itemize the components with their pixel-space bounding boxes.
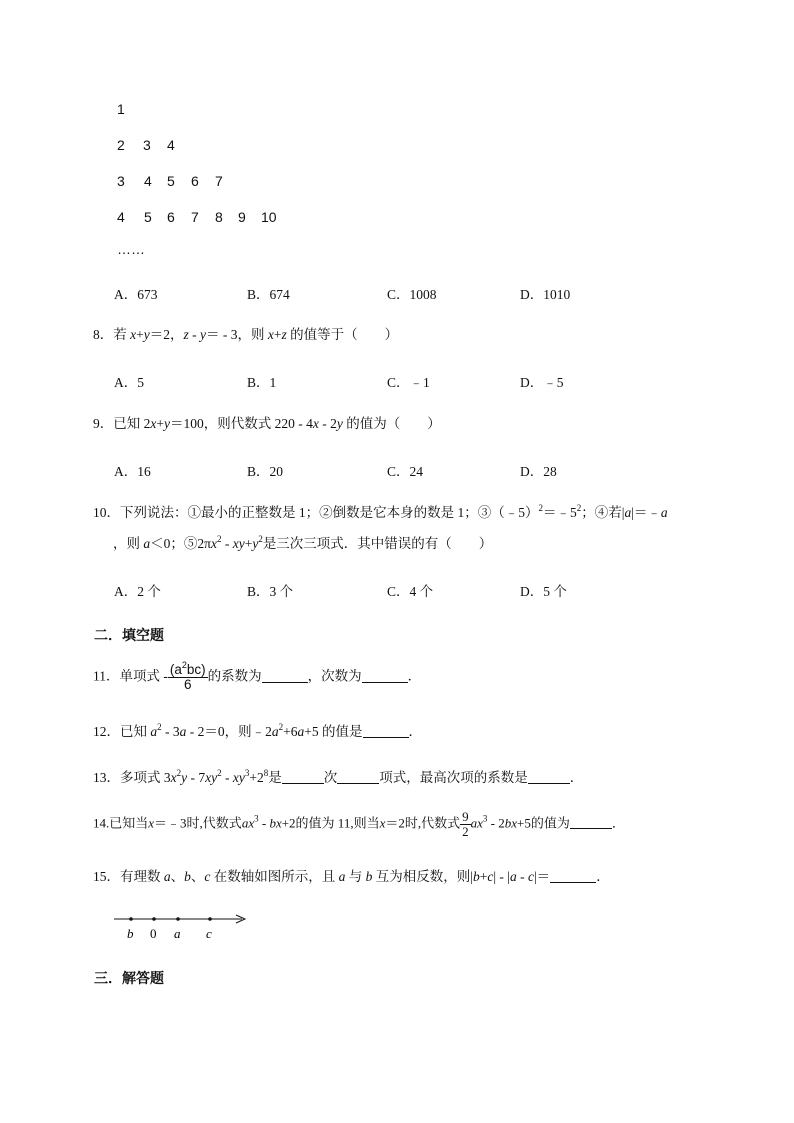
var-c: c: [527, 869, 534, 884]
var-x: x: [130, 327, 137, 342]
q13-text: 13．多项式 3: [93, 770, 171, 785]
var-y: y: [252, 536, 259, 551]
var-a: a: [241, 815, 249, 831]
number-line-figure: [110, 908, 255, 942]
var-x: x: [379, 815, 386, 831]
var-y: y: [200, 327, 207, 342]
var-a: a: [660, 505, 668, 520]
point-zero: [152, 917, 156, 921]
var-z: z: [281, 327, 287, 342]
var-b: b: [472, 869, 480, 884]
label-b: b: [127, 926, 134, 941]
q10-text: 10．下列说法：①最小的正整数是 1；②倒数是它本身的数是 1；③（﹣5）: [93, 505, 539, 520]
answer-blank[interactable]: [282, 770, 324, 784]
q14-text: -: [258, 815, 270, 831]
q9-text: +: [156, 416, 164, 431]
var-x: x: [248, 815, 255, 831]
exponent: 2: [216, 534, 222, 544]
var-a: a: [624, 505, 632, 520]
exponent: 2: [258, 534, 263, 544]
var-a: a: [163, 869, 171, 884]
question-14: [93, 810, 625, 839]
pyramid-num: 4: [167, 137, 175, 153]
pyramid-num: 10: [261, 209, 277, 225]
var-xy: xy: [232, 770, 245, 785]
q15-text: -: [516, 869, 528, 884]
exponent: 2: [157, 722, 162, 732]
var-b: b: [269, 815, 276, 831]
q13-text: - 7: [187, 770, 206, 785]
question-13: [93, 769, 583, 787]
q7-option-b: B．674: [247, 287, 290, 302]
question-12: [93, 723, 422, 741]
q11-num-a: (a: [169, 662, 182, 677]
q11-text: 11．单项式 -: [93, 668, 168, 684]
var-x: x: [267, 327, 274, 342]
q9-option-c: C．24: [387, 464, 424, 479]
label-a: a: [174, 926, 181, 941]
q13-text: 次: [323, 770, 338, 785]
exponent: 3: [482, 813, 488, 824]
exponent: 3: [254, 813, 259, 824]
q15-text: 、: [170, 869, 185, 884]
q9-option-b: B．20: [247, 464, 284, 479]
q8-text: +: [273, 327, 282, 342]
q10-option-d: D．5 个: [520, 584, 567, 599]
var-c: c: [204, 869, 211, 884]
exponent: 8: [263, 768, 269, 778]
var-x: x: [148, 815, 155, 831]
var-a: a: [509, 869, 517, 884]
exponent: 2: [176, 768, 182, 778]
var-a: a: [179, 724, 187, 739]
point-a: [176, 917, 180, 921]
exponent: 2: [278, 722, 284, 732]
var-x: x: [511, 815, 518, 831]
label-c: c: [206, 926, 212, 941]
var-y: y: [181, 770, 188, 785]
q7-option-c: C．1008: [387, 287, 437, 302]
var-a: a: [143, 536, 151, 551]
q14-text: +5的值为: [517, 815, 570, 831]
exponent: 2: [217, 768, 222, 778]
var-x: x: [312, 416, 319, 431]
q8-option-b: B．1: [247, 375, 277, 390]
q10-text: 是三次三项式．其中错误的有（ ）: [262, 536, 493, 551]
answer-blank[interactable]: [262, 669, 308, 683]
q12-text: 12．已知: [93, 724, 151, 739]
q12-text: - 3: [161, 724, 180, 739]
q7-option-d: D．1010: [520, 287, 571, 302]
q13-text: ．: [569, 770, 584, 785]
var-x: x: [477, 815, 483, 831]
q14-text: +2的值为 11,则当: [281, 815, 380, 831]
pyramid-num: 7: [191, 209, 199, 225]
label-zero: 0: [150, 926, 157, 941]
pyramid-ellipsis: ……: [117, 241, 145, 257]
pyramid-num: 2: [117, 137, 125, 153]
exponent: 2: [538, 503, 543, 513]
var-b: b: [365, 869, 373, 884]
var-a: a: [470, 815, 478, 831]
point-c: [208, 917, 212, 921]
question-10-line-2: [113, 535, 492, 553]
q10-text: ＝﹣5: [543, 505, 577, 520]
q14-text: 14.已知当: [93, 815, 149, 831]
pyramid-num: 6: [167, 209, 175, 225]
q14-text: ．: [611, 815, 625, 831]
var-y: y: [211, 770, 218, 785]
fraction-numerator: [168, 660, 208, 678]
var-a: a: [297, 724, 305, 739]
q10-text: |＝﹣: [631, 505, 661, 520]
q8-option-a: A．5: [114, 375, 144, 390]
question-11: [93, 660, 422, 692]
question-10-line-1: [93, 504, 668, 522]
q12-text: +5 的值是: [304, 724, 363, 739]
q11-num-b: bc): [186, 662, 206, 677]
var-a: a: [338, 869, 346, 884]
fraction-denominator: 6: [184, 677, 192, 692]
var-x: x: [150, 416, 157, 431]
q8-text: ＝2，: [149, 327, 184, 342]
q15-text: 与: [345, 869, 366, 884]
pyramid-num: 3: [117, 173, 125, 189]
question-15: [93, 868, 610, 886]
exponent: 2: [576, 503, 582, 513]
question-9: [93, 415, 441, 433]
var-x: x: [210, 536, 217, 551]
pyramid-num: 3: [143, 137, 151, 153]
pyramid-num: 4: [144, 173, 152, 189]
q8-text: -: [188, 327, 201, 342]
q14-text: ＝﹣3时,代数式: [154, 815, 242, 831]
var-y: y: [336, 416, 343, 431]
q9-text: 的值为（ ）: [342, 416, 441, 431]
fraction-nine-halves: [460, 810, 471, 839]
answer-blank[interactable]: [528, 770, 570, 784]
q11-text: 的系数为: [207, 668, 262, 684]
q7-option-a: A．673: [114, 287, 158, 302]
q12-text: ．: [408, 724, 422, 739]
q13-text: +2: [249, 770, 264, 785]
q9-option-d: D．28: [520, 464, 557, 479]
section-heading-solve: 三．解答题: [94, 970, 164, 986]
pyramid-num: 5: [144, 209, 152, 225]
q10-option-b: B．3 个: [247, 584, 294, 599]
q15-text: |＝: [533, 869, 551, 884]
var-a: a: [150, 724, 158, 739]
question-8: [93, 326, 398, 344]
var-b: b: [504, 815, 512, 831]
q10-text: ，则: [113, 536, 144, 551]
fraction-numerator: 9: [462, 809, 469, 824]
var-x: x: [275, 815, 282, 831]
answer-blank[interactable]: [550, 869, 596, 883]
var-z: z: [183, 327, 189, 342]
q15-text: ．: [596, 869, 610, 884]
var-a: a: [271, 724, 279, 739]
answer-blank[interactable]: [362, 669, 408, 683]
var-y: y: [143, 327, 150, 342]
q8-text: +: [136, 327, 144, 342]
q11-text: ，次数为: [307, 668, 362, 684]
point-b: [129, 917, 133, 921]
section-heading-fill-in: 二．填空题: [94, 627, 164, 643]
q12-text: - 2＝0，则﹣2: [186, 724, 272, 739]
q8-text: 8．若: [93, 327, 131, 342]
var-c: c: [487, 869, 494, 884]
q8-text: ＝ - 3，则: [206, 327, 268, 342]
q10-option-c: C．4 个: [387, 584, 434, 599]
q15-text: | - |: [493, 869, 510, 884]
var-x: x: [170, 770, 177, 785]
pyramid-row-1: [117, 101, 125, 117]
exponent: 2: [181, 660, 187, 670]
q9-text: ＝100，则代数式 220 - 4: [170, 416, 313, 431]
q12-text: +6: [283, 724, 298, 739]
q8-text: 的值等于（ ）: [286, 327, 399, 342]
q13-text: 是: [268, 770, 282, 785]
var-y: y: [164, 416, 170, 431]
var-xy: xy: [232, 536, 245, 551]
q9-option-a: A．16: [114, 464, 151, 479]
q15-text: 、: [190, 869, 205, 884]
q15-text: +: [479, 869, 488, 884]
q13-text: 项式，最高次项的系数是: [379, 770, 528, 785]
q10-text: -: [221, 536, 233, 551]
q8-option-d: D．﹣5: [520, 375, 564, 390]
q15-text: 在数轴如图所示，且: [210, 869, 339, 884]
answer-blank[interactable]: [363, 724, 409, 738]
q9-text: - 2: [318, 416, 337, 431]
q15-text: 互为相反数，则|: [372, 869, 473, 884]
q14-text: ＝2时,代数式: [385, 815, 461, 831]
fraction: [168, 660, 208, 692]
q10-text: ；④若|: [581, 505, 625, 520]
fraction-denominator: 2: [462, 824, 469, 839]
q10-text: +: [244, 536, 253, 551]
answer-blank[interactable]: [570, 815, 612, 829]
pyramid-num: 1: [117, 101, 125, 117]
q15-text: 15．有理数: [93, 869, 164, 884]
pyramid-num: 7: [215, 173, 223, 189]
pyramid-num: 5: [167, 173, 175, 189]
answer-blank[interactable]: [337, 770, 379, 784]
q10-text: ＜0；⑤2π: [150, 536, 211, 551]
q9-text: 9．已知 2: [93, 416, 151, 431]
pyramid-num: 6: [191, 173, 199, 189]
exponent: 3: [244, 768, 250, 778]
pyramid-num: 9: [238, 209, 246, 225]
pyramid-num: 8: [215, 209, 223, 225]
pyramid-num: 4: [117, 209, 125, 225]
var-b: b: [184, 869, 191, 884]
q11-text: ．: [407, 668, 422, 684]
var-x: x: [205, 770, 212, 785]
q13-text: -: [221, 770, 233, 785]
q8-option-c: C．﹣1: [387, 375, 430, 390]
q10-option-a: A．2 个: [114, 584, 161, 599]
q14-text: - 2: [487, 815, 505, 831]
